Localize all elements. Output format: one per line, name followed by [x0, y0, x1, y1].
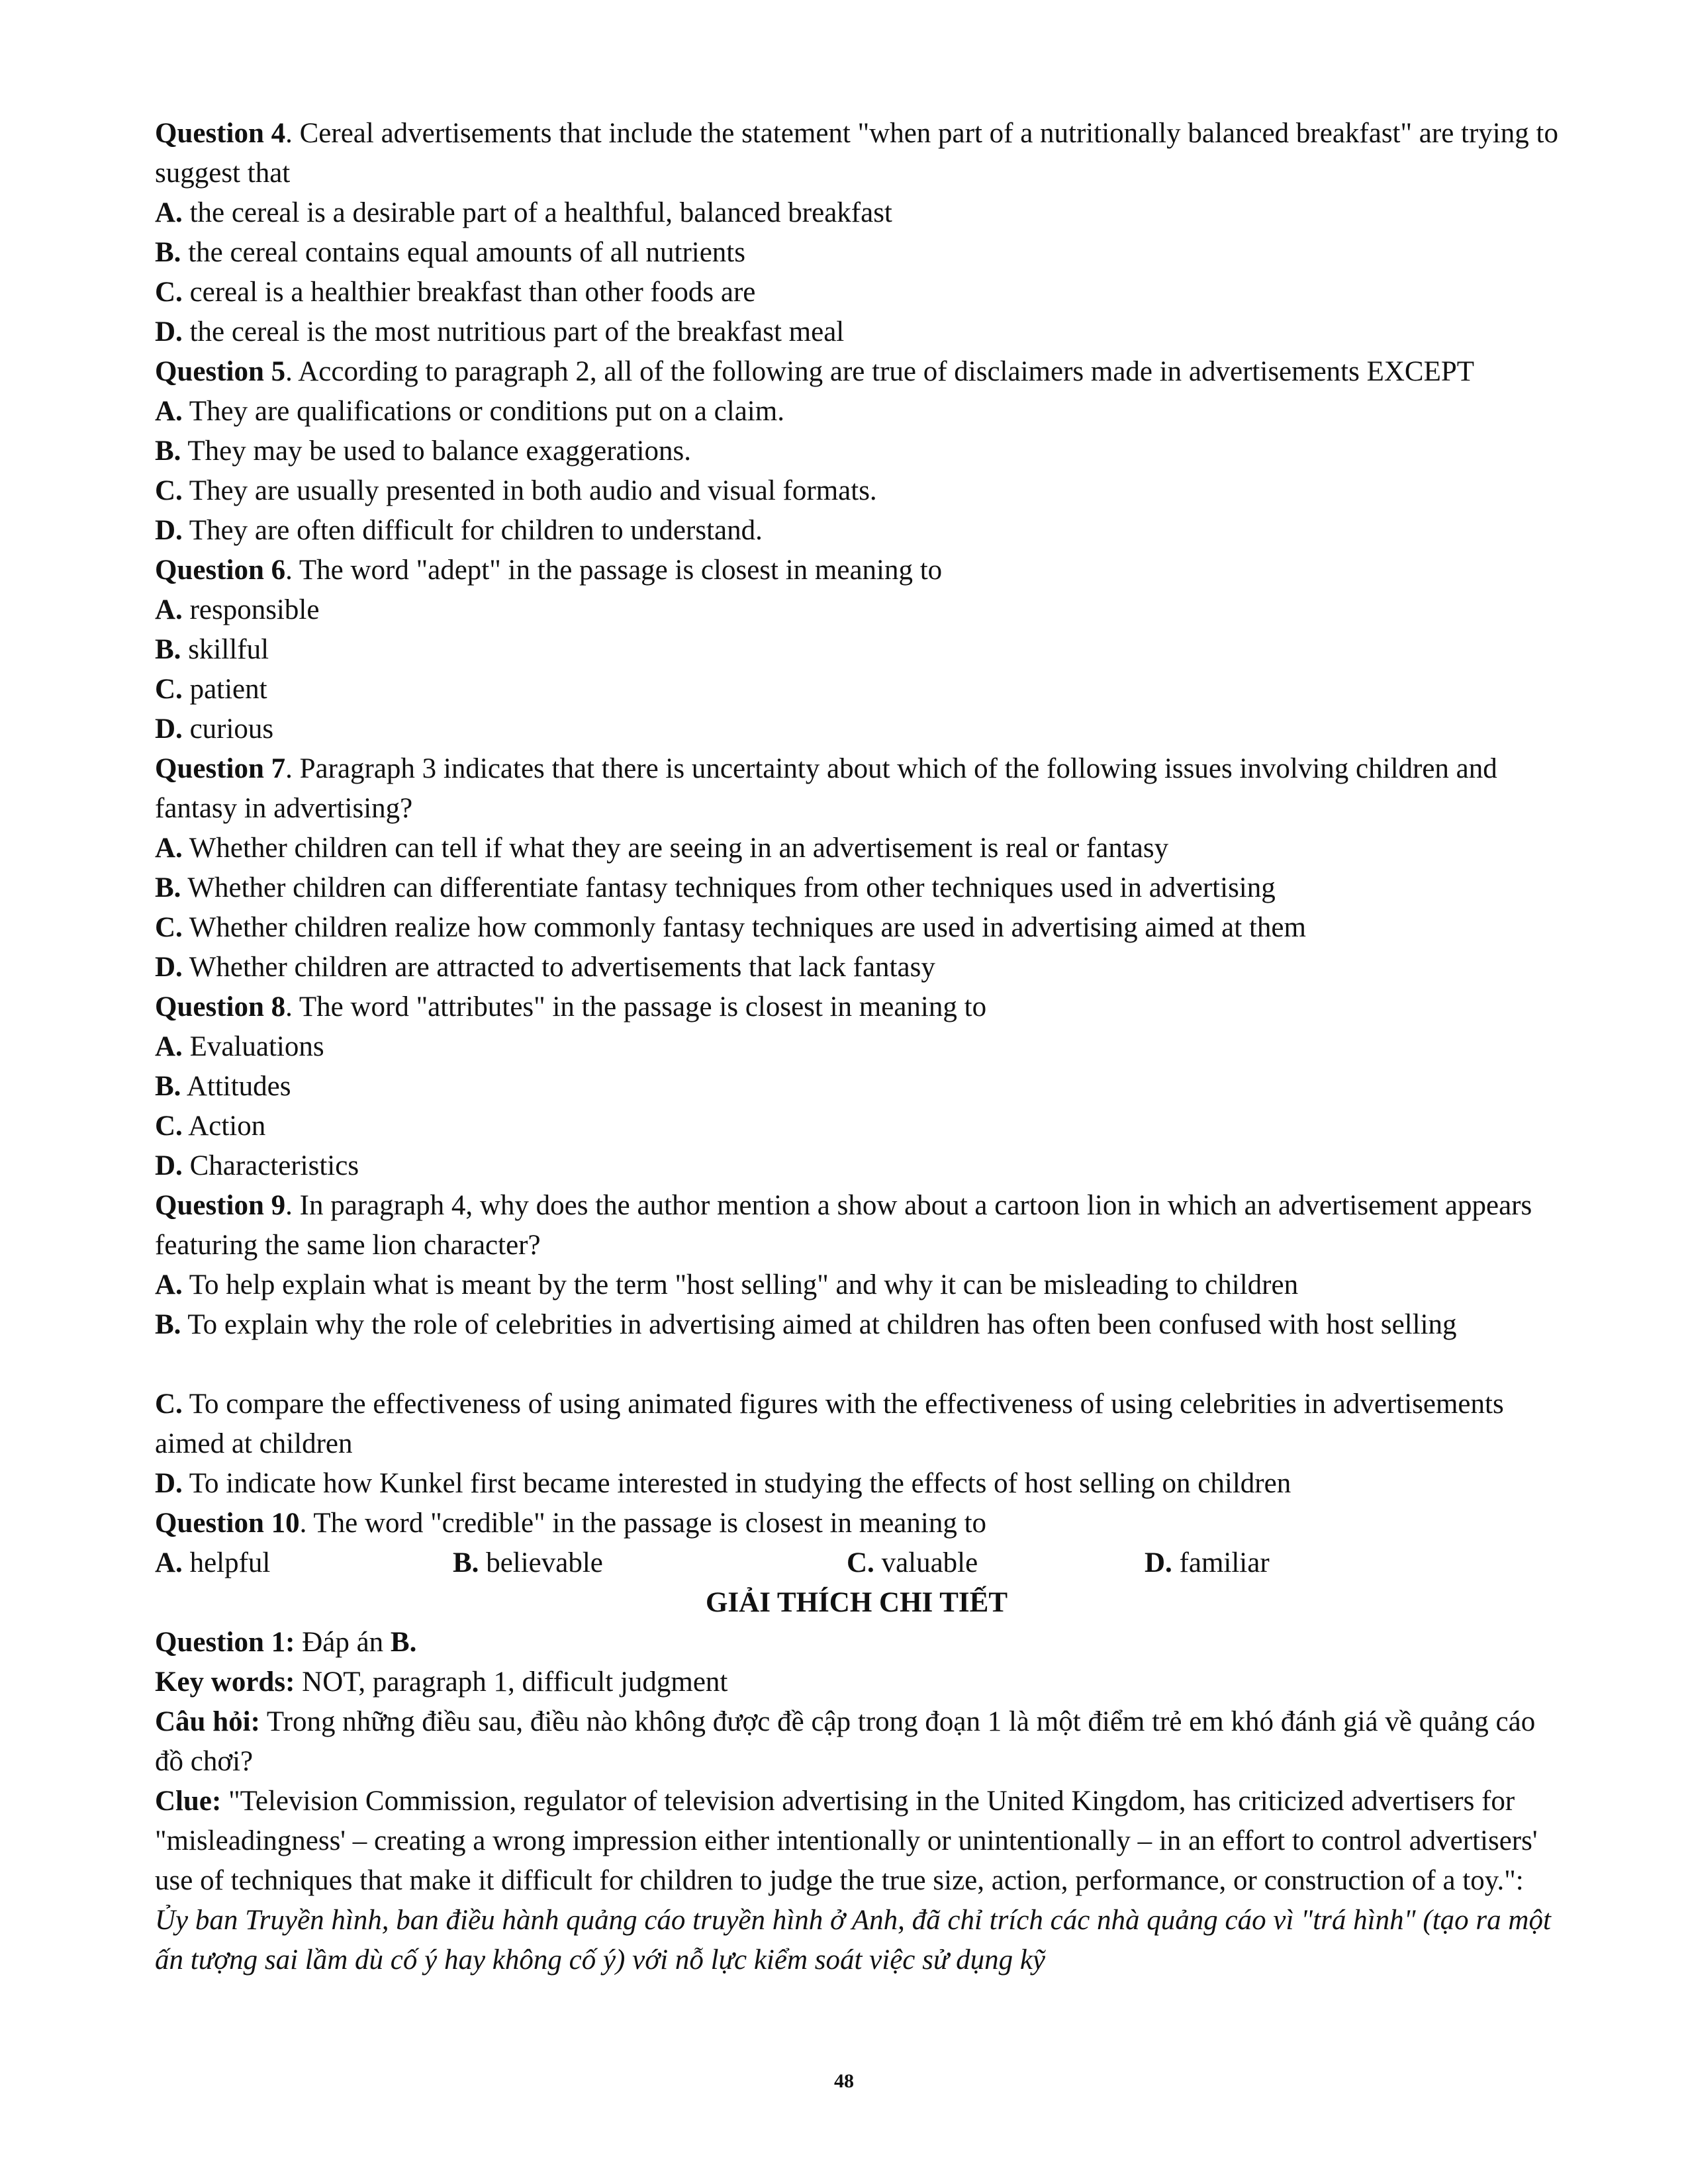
option-b: B. skillful [155, 634, 269, 665]
option-a: A. helpful [155, 1547, 271, 1578]
option-a: A. Whether children can tell if what they are seeing in an advertisement is real or fantasy [155, 833, 1169, 864]
option-b: B. Attitudes [155, 1071, 291, 1102]
section-title: GIẢI THÍCH CHI TIẾT [705, 1587, 1008, 1618]
question-8 [155, 987, 1558, 1027]
question-7 [155, 749, 1558, 829]
document-page [155, 114, 1558, 1980]
question-stem: . According to paragraph 2, all of the following are true of disclaimers made in advertisements EXCEPT [285, 356, 1475, 387]
option-c: C. They are usually presented in both audio and visual formats. [155, 475, 877, 506]
option-a: A. To help explain what is meant by the term "host selling" and why it can be misleading to children [155, 1269, 1299, 1300]
question-label: Question 6 [155, 555, 286, 586]
question-label: Question 5 [155, 356, 286, 387]
option-a: A. the cereal is a desirable part of a healthful, balanced breakfast [155, 197, 892, 228]
option-a: A. responsible [155, 594, 320, 625]
option-c: C. Action [155, 1111, 266, 1142]
question-10 [155, 1504, 1558, 1543]
option-b: B. believable [453, 1547, 603, 1578]
option-b: B. They may be used to balance exaggerations. [155, 435, 691, 467]
question-translation: Câu hỏi: Trong những điều sau, điều nào không được đề cập trong đoạn 1 là một điểm trẻ em khó đánh giá về quảng cáo đồ chơi? [155, 1706, 1536, 1777]
question-stem: . The word "attributes" in the passage is closest in meaning to [285, 991, 987, 1023]
question-stem: . The word "credible" in the passage is closest in meaning to [299, 1508, 987, 1539]
option-d: D. To indicate how Kunkel first became interested in studying the effects of host selling on children [155, 1468, 1291, 1499]
option-d: D. They are often difficult for children to understand. [155, 515, 763, 546]
page-number: 48 [834, 2070, 854, 2092]
clue-translation: Ủy ban Truyền hình, ban điều hành quảng cáo truyền hình ở Anh, đã chỉ trích các nhà quảng cáo vì "trá hình" (tạo ra một ấn tượng sai lầm dù cố ý hay không cố ý) với nỗ lực kiểm soát việc sử dụng kỹ [155, 1905, 1551, 1976]
option-c: C. Whether children realize how commonly fantasy techniques are used in advertising aimed at them [155, 912, 1306, 943]
option-b: B. Whether children can differentiate fantasy techniques from other techniques used in advertising [155, 872, 1276, 903]
question-label: Question 8 [155, 991, 286, 1023]
option-c: C. patient [155, 674, 267, 705]
question-label: Question 4 [155, 118, 286, 149]
option-c: C. cereal is a healthier breakfast than other foods are [155, 277, 756, 308]
option-c: C. To compare the effectiveness of using animated figures with the effectiveness of using celebrities in advertisements aimed at children [155, 1388, 1504, 1459]
option-a: A. They are qualifications or conditions put on a claim. [155, 396, 784, 427]
question-9 [155, 1186, 1558, 1265]
question-4 [155, 114, 1558, 193]
option-d: D. familiar [1145, 1547, 1270, 1578]
option-b: B. the cereal contains equal amounts of all nutrients [155, 237, 745, 268]
question-stem: . Paragraph 3 indicates that there is uncertainty about which of the following issues involving children and fantasy in advertising? [155, 753, 1497, 824]
question-label: Question 7 [155, 753, 286, 784]
question-stem: . The word "adept" in the passage is closest in meaning to [285, 555, 943, 586]
question-label: Question 9 [155, 1190, 286, 1221]
keywords-line: Key words: NOT, paragraph 1, difficult judgment [155, 1666, 728, 1698]
option-c: C. valuable [847, 1547, 978, 1578]
option-d: D. the cereal is the most nutritious part of the breakfast meal [155, 316, 845, 347]
question-5 [155, 352, 1558, 392]
option-a: A. Evaluations [155, 1031, 324, 1062]
blank-line [155, 1345, 1558, 1385]
question-stem: . Cereal advertisements that include the statement "when part of a nutritionally balanced breakfast" are trying to suggest that [155, 118, 1558, 189]
option-b: B. To explain why the role of celebrities in advertising aimed at children has often been confused with host selling [155, 1309, 1457, 1340]
options-row [155, 1543, 1558, 1583]
clue-paragraph: Clue: "Television Commission, regulator of television advertising in the United Kingdom, has criticized advertisers for "misleadingness' – creating a wrong impression either intentionally or unintentionally – in an effort to control advertisers' use of techniques that make it difficult for children to judge the true size, action, performance, or construction of a toy.": Ủy ban Truyền hình, ban điều hành quảng cáo truyền hình ở Anh, đã chỉ trích các nhà quảng cáo vì "trá hình" (tạo ra một ấn tượng sai lầm dù cố ý hay không cố ý) với nỗ lực kiểm soát việc sử dụng kỹ [155, 1786, 1551, 1976]
option-d: D. Whether children are attracted to advertisements that lack fantasy [155, 952, 935, 983]
answer-line: Question 1: Đáp án B. [155, 1627, 417, 1658]
option-d: D. Characteristics [155, 1150, 359, 1181]
question-label: Question 10 [155, 1508, 300, 1539]
question-stem: . In paragraph 4, why does the author mention a show about a cartoon lion in which an advertisement appears featuring the same lion character? [155, 1190, 1532, 1261]
option-d: D. curious [155, 713, 274, 745]
question-6 [155, 551, 1558, 590]
